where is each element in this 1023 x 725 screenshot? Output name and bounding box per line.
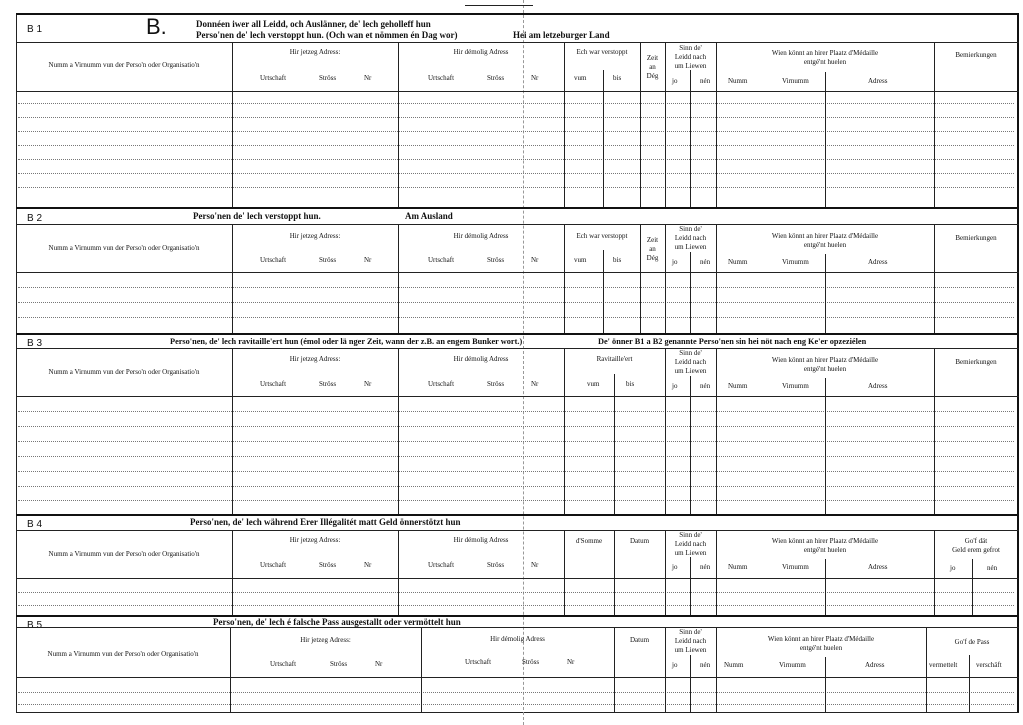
header-number: Nr xyxy=(364,380,372,388)
header-street: Ströss xyxy=(319,561,337,569)
header-name: Numm a Virnumm vun der Perso'n oder Organisatio'n xyxy=(48,61,200,69)
header-remarks: Bemierkungen xyxy=(955,234,997,242)
header-hidden: Ech war verstoppt xyxy=(576,232,628,240)
header-to: bis xyxy=(613,74,622,82)
header-current-address: Hir jetzeg Adress: xyxy=(289,48,341,56)
header-city: Urtschaft xyxy=(260,380,287,388)
header-medal-name: Numm xyxy=(728,77,748,85)
header-name: Numm a Virnumm vun der Perso'n oder Organisatio'n xyxy=(47,650,199,658)
header-remarks: Bemierkungen xyxy=(955,51,997,59)
header-yes: jo xyxy=(672,77,678,85)
header-procured: verschäft xyxy=(976,661,1002,669)
header-medal: Wien könnt an hirer Plaatz d'Médaille entgé'nt huelen xyxy=(771,356,879,373)
header-yes: jo xyxy=(950,564,956,572)
header-number: Nr xyxy=(567,658,575,666)
header-number: Nr xyxy=(531,561,539,569)
header-street: Ströss xyxy=(330,660,348,668)
header-city: Urtschaft xyxy=(428,380,455,388)
header-former-address: Hir démolig Adress xyxy=(453,536,509,544)
form-title: Donnéen iwer all Leidd, och Auslänner, de' lech geholleff hun xyxy=(196,19,431,29)
header-city: Urtschaft xyxy=(260,561,287,569)
header-medal: Wien könnt an hirer Plaatz d'Médaille entgé'nt huelen xyxy=(771,537,879,554)
header-money-asked: Go'f dät Geld erem gefrot xyxy=(952,537,1000,554)
header-number: Nr xyxy=(364,74,372,82)
header-medal: Wien könnt an hirer Plaatz d'Médaille entgé'nt huelen xyxy=(771,232,879,249)
header-medal-first: Virnumm xyxy=(782,382,809,390)
header-former-address: Hir démolig Adress xyxy=(453,355,509,363)
header-street: Ströss xyxy=(522,658,540,666)
header-medal-first: Virnumm xyxy=(779,661,806,669)
header-street: Ströss xyxy=(319,256,337,264)
header-medal-address: Adress xyxy=(868,563,888,571)
header-yes: jo xyxy=(672,382,678,390)
header-suffered: Sinn de' Leidd nach um Liewen xyxy=(674,349,707,375)
header-medal-name: Numm xyxy=(728,563,748,571)
header-city: Urtschaft xyxy=(465,658,492,666)
header-no: nén xyxy=(700,563,711,571)
section-code: B 3 xyxy=(27,338,43,349)
header-number: Nr xyxy=(375,660,383,668)
section-code: B 1 xyxy=(27,24,43,35)
header-current-address: Hir jetzeg Adress: xyxy=(289,355,341,363)
header-name: Numm a Virnumm vun der Perso'n oder Organisatio'n xyxy=(48,244,200,252)
header-hidden: Ech war verstoppt xyxy=(576,48,628,56)
header-city: Urtschaft xyxy=(428,561,455,569)
header-city: Urtschaft xyxy=(260,74,287,82)
header-remarks: Bemierkungen xyxy=(955,358,997,366)
header-date: Datum xyxy=(629,537,650,545)
header-medal-name: Numm xyxy=(724,661,744,669)
header-yes: jo xyxy=(672,563,678,571)
header-current-address: Hir jetzeg Adress: xyxy=(300,636,351,644)
section-title-right: Am Ausland xyxy=(405,211,453,221)
header-date: Datum xyxy=(629,636,650,644)
header-to: bis xyxy=(626,380,635,388)
header-medal-first: Virnumm xyxy=(782,563,809,571)
header-medal: Wien könnt an hirer Plaatz d'Médaille entgé'nt huelen xyxy=(771,49,879,66)
section-title-right: De' önner B1 a B2 genannte Perso'nen sin hei nöt nach eng Ke'er opzeziélen xyxy=(598,337,867,346)
header-suffered: Sinn de' Leidd nach um Liewen xyxy=(674,628,707,654)
header-medal-name: Numm xyxy=(728,258,748,266)
top-mark xyxy=(465,5,533,6)
header-medal: Wien könnt an hirer Plaatz d'Médaille entgé'nt huelen xyxy=(767,635,875,652)
header-suffered: Sinn de' Leidd nach um Liewen xyxy=(674,44,707,70)
header-time: Zeit an Dég xyxy=(646,236,659,262)
header-former-address: Hir démolig Adress xyxy=(490,635,545,643)
left-border xyxy=(16,14,17,713)
header-city: Urtschaft xyxy=(260,256,287,264)
header-issued: vermettelt xyxy=(929,661,958,669)
section-code: B 2 xyxy=(27,213,43,224)
header-from: vum xyxy=(574,74,587,82)
header-street: Ströss xyxy=(319,74,337,82)
header-street: Ströss xyxy=(487,561,505,569)
header-current-address: Hir jetzeg Adress: xyxy=(289,232,341,240)
header-no: nén xyxy=(700,77,711,85)
header-no: nén xyxy=(700,661,711,669)
header-yes: jo xyxy=(672,258,678,266)
header-medal-name: Numm xyxy=(728,382,748,390)
header-street: Ströss xyxy=(487,380,505,388)
header-current-address: Hir jetzeg Adress: xyxy=(289,536,341,544)
bottom-border xyxy=(16,712,1019,713)
section-code: B 4 xyxy=(27,519,43,530)
section-title: Perso'nen, de' lech é falsche Pass ausgestallt oder vermöttelt hun xyxy=(213,617,461,627)
header-name: Numm a Virnumm vun der Perso'n oder Organisatio'n xyxy=(48,550,200,558)
header-from: vum xyxy=(574,256,587,264)
form-letter: B. xyxy=(146,14,167,39)
header-fed: Ravitaille'ert xyxy=(596,355,633,363)
header-no: nén xyxy=(700,258,711,266)
form-subtitle-right: Hei am letzeburger Land xyxy=(513,30,610,40)
header-to: bis xyxy=(613,256,622,264)
header-number: Nr xyxy=(364,256,372,264)
header-medal-address: Adress xyxy=(865,661,885,669)
section-title: Perso'nen de' lech verstoppt hun. xyxy=(193,211,321,221)
header-city: Urtschaft xyxy=(428,256,455,264)
header-no: nén xyxy=(987,564,998,572)
header-no: nén xyxy=(700,382,711,390)
header-former-address: Hir démolig Adress xyxy=(453,48,509,56)
header-medal-first: Virnumm xyxy=(782,258,809,266)
header-number: Nr xyxy=(531,256,539,264)
header-name: Numm a Virnumm vun der Perso'n oder Organisatio'n xyxy=(48,368,200,376)
header-number: Nr xyxy=(531,380,539,388)
header-time: Zeit an Dég xyxy=(646,54,659,80)
section-code: B 5 xyxy=(27,620,43,631)
header-former-address: Hir démolig Adress xyxy=(453,232,509,240)
header-number: Nr xyxy=(531,74,539,82)
header-city: Urtschaft xyxy=(428,74,455,82)
header-yes: jo xyxy=(672,661,678,669)
section-title: Perso'nen, de' lech ravitaille'ert hun (émol oder lä nger Zeit, wann der z.B. an engem Bunker wort.) xyxy=(170,337,523,346)
header-from: vum xyxy=(587,380,600,388)
form-subtitle: Perso'nen de' lech verstoppt hun. (Och wan et nömmen én Dag wor) xyxy=(196,30,458,40)
header-suffered: Sinn de' Leidd nach um Liewen xyxy=(674,531,707,557)
header-sum: d'Somme xyxy=(575,537,603,545)
header-medal-first: Virnumm xyxy=(782,77,809,85)
header-medal-address: Adress xyxy=(868,382,888,390)
header-street: Ströss xyxy=(487,256,505,264)
header-number: Nr xyxy=(364,561,372,569)
header-medal-address: Adress xyxy=(868,258,888,266)
header-suffered: Sinn de' Leidd nach um Liewen xyxy=(674,225,707,251)
header-street: Ströss xyxy=(319,380,337,388)
header-city: Urtschaft xyxy=(270,660,297,668)
header-street: Ströss xyxy=(487,74,505,82)
header-pass: Go'f de Pass xyxy=(954,638,990,646)
section-title: Perso'nen, de' lech während Erer Illégalitét matt Geld önnerstötzt hun xyxy=(190,517,461,527)
header-medal-address: Adress xyxy=(868,77,888,85)
